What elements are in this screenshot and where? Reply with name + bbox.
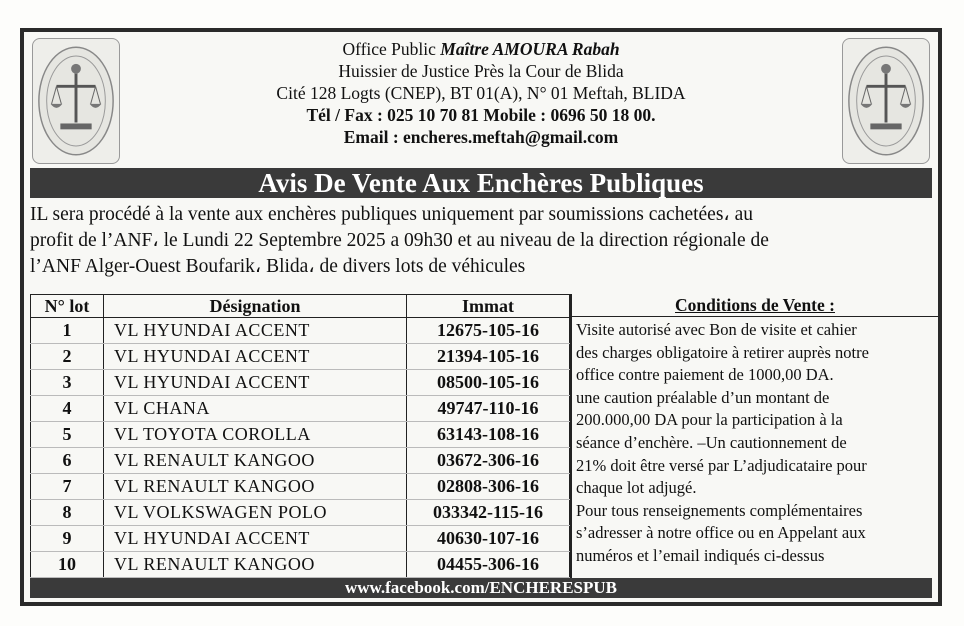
condition-line: Visite autorisé avec Bon de visite et cahier bbox=[576, 320, 857, 339]
vehicle-designation: VL VOLKSWAGEN POLO bbox=[104, 500, 407, 526]
table-row bbox=[31, 396, 570, 422]
justice-seal-icon bbox=[32, 38, 120, 164]
vehicle-registration: 02808-306-16 bbox=[407, 474, 570, 500]
vehicle-designation: VL CHANA bbox=[104, 396, 407, 422]
office-phone: Tél / Fax : 025 10 70 81 Mobile : 0696 50 18 00. bbox=[306, 105, 656, 125]
vehicle-registration: 033342-115-16 bbox=[407, 500, 570, 526]
lot-number: 10 bbox=[31, 552, 104, 578]
lot-number: 6 bbox=[31, 448, 104, 474]
vehicle-registration: 04455-306-16 bbox=[407, 552, 570, 578]
lot-number: 5 bbox=[31, 422, 104, 448]
intro-line: profit de l’ANF، le Lundi 22 Septembre 2025 a 09h30 et au niveau de la direction régionale de bbox=[30, 230, 769, 251]
condition-line: une caution préalable d’un montant de bbox=[576, 387, 830, 407]
vehicle-registration: 03672-306-16 bbox=[407, 448, 570, 474]
table-row bbox=[31, 552, 570, 578]
condition-line: séance d’enchère. –Un cautionnement de bbox=[576, 432, 847, 452]
table-row bbox=[31, 370, 570, 396]
lot-number: 9 bbox=[31, 526, 104, 552]
condition-line: 200.000,00 DA pour la participation à la bbox=[576, 410, 843, 430]
office-title: Office Public Maître AMOURA Rabah bbox=[342, 39, 620, 59]
sale-conditions bbox=[570, 294, 938, 582]
table-row bbox=[31, 500, 570, 526]
vehicle-registration: 12675-105-16 bbox=[407, 318, 570, 344]
table-row bbox=[31, 448, 570, 474]
vehicle-registration: 08500-105-16 bbox=[407, 370, 570, 396]
lot-number: 2 bbox=[31, 344, 104, 370]
vehicle-designation: VL RENAULT KANGOO bbox=[104, 448, 407, 474]
table-row bbox=[31, 422, 570, 448]
lots-table bbox=[30, 294, 570, 582]
notice-intro bbox=[30, 202, 934, 280]
lot-number: 7 bbox=[31, 474, 104, 500]
lot-number: 8 bbox=[31, 500, 104, 526]
registration-header: Immat bbox=[407, 295, 570, 318]
condition-line: des charges obligatoire à retirer auprès notre bbox=[576, 342, 869, 362]
vehicle-designation: VL RENAULT KANGOO bbox=[104, 474, 407, 500]
vehicle-designation: VL HYUNDAI ACCENT bbox=[104, 526, 407, 552]
vehicle-registration: 40630-107-16 bbox=[407, 526, 570, 552]
office-header bbox=[134, 38, 828, 148]
condition-line: s’adresser à notre office ou en Appelant aux bbox=[576, 523, 866, 543]
table-row bbox=[31, 318, 570, 344]
table-row bbox=[31, 474, 570, 500]
facebook-link[interactable]: www.facebook.com/ENCHERESPUB bbox=[30, 578, 932, 598]
table-row bbox=[31, 344, 570, 370]
condition-line: 21% doit être versé par L’adjudicataire pour bbox=[576, 455, 867, 475]
designation-header: Désignation bbox=[104, 295, 407, 318]
conditions-title: Conditions de Vente : bbox=[572, 294, 938, 317]
vehicle-registration: 49747-110-16 bbox=[407, 396, 570, 422]
lot-number-header: N° lot bbox=[31, 295, 104, 318]
condition-line: office contre paiement de 1000,00 DA. bbox=[576, 365, 834, 385]
condition-line: Pour tous renseignements complémentaires bbox=[576, 500, 863, 520]
vehicle-designation: VL TOYOTA COROLLA bbox=[104, 422, 407, 448]
conditions-text bbox=[572, 317, 938, 568]
justice-seal-icon bbox=[842, 38, 930, 164]
notice-frame bbox=[20, 28, 942, 606]
office-subtitle: Huissier de Justice Près la Cour de Blida bbox=[338, 61, 624, 81]
vehicle-designation: VL HYUNDAI ACCENT bbox=[104, 318, 407, 344]
vehicle-designation: VL RENAULT KANGOO bbox=[104, 552, 407, 578]
lot-number: 3 bbox=[31, 370, 104, 396]
vehicle-registration: 21394-105-16 bbox=[407, 344, 570, 370]
notice-title: Avis De Vente Aux Enchères Publiques bbox=[30, 168, 932, 198]
vehicle-designation: VL HYUNDAI ACCENT bbox=[104, 370, 407, 396]
office-email: Email : encheres.meftah@gmail.com bbox=[343, 127, 619, 147]
table-row bbox=[31, 526, 570, 552]
bailiff-name: Maître AMOURA Rabah bbox=[440, 39, 620, 59]
vehicle-registration: 63143-108-16 bbox=[407, 422, 570, 448]
vehicle-designation: VL HYUNDAI ACCENT bbox=[104, 344, 407, 370]
intro-line: IL sera procédé à la vente aux enchères publiques uniquement par soumissions cachetées، au bbox=[30, 204, 754, 225]
intro-line: l’ANF Alger-Ouest Boufarik، Blida، de divers lots de véhicules bbox=[30, 256, 526, 277]
lot-number: 1 bbox=[31, 318, 104, 344]
lot-number: 4 bbox=[31, 396, 104, 422]
office-address: Cité 128 Logts (CNEP), BT 01(A), N° 01 Meftah, BLIDA bbox=[276, 83, 686, 103]
condition-line: numéros et l’email indiqués ci-dessus bbox=[576, 545, 825, 565]
condition-line: chaque lot adjugé. bbox=[576, 478, 697, 498]
